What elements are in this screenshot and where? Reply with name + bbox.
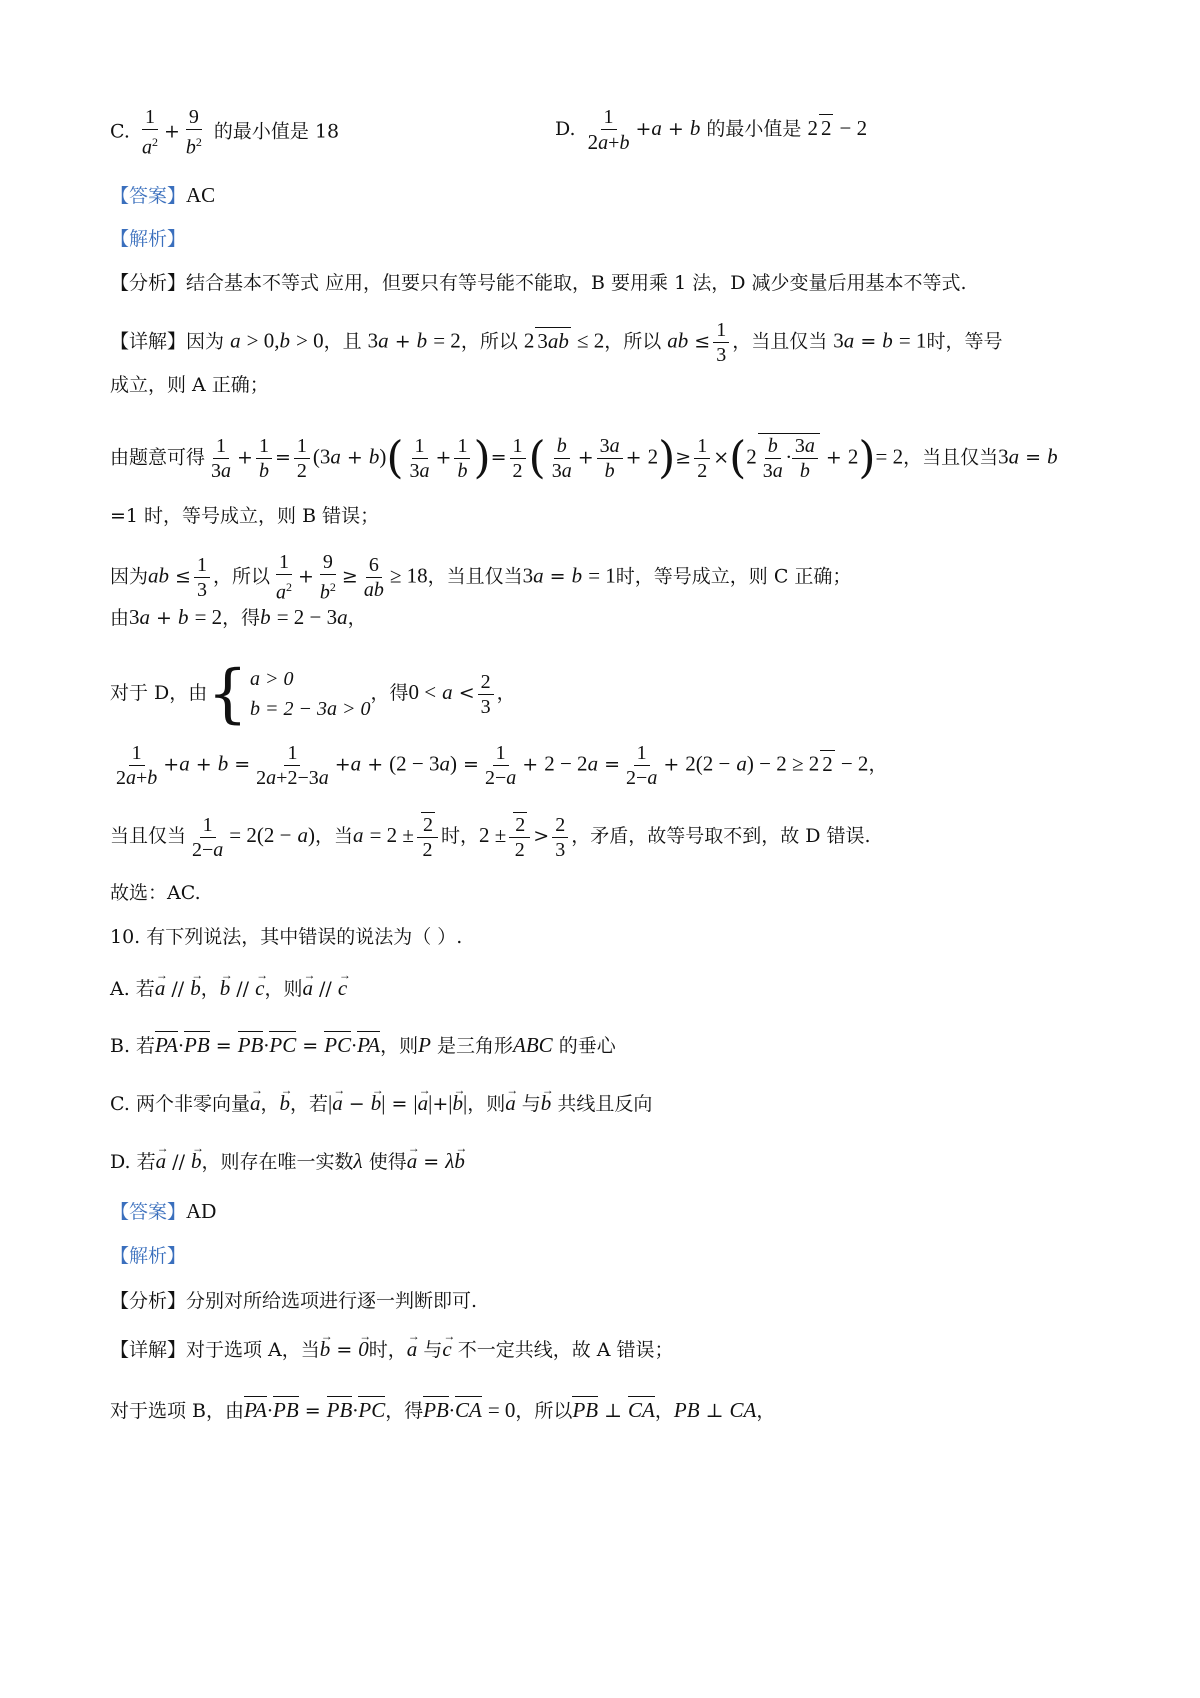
q9-line3: 由题意可得 $\frac{1}{3a}$ + $\frac{1}{b}$ = $\frac{1}{2}$ (3a + b)( $\frac{1}{3a}$ + $\frac{1}{b}$ )= $\frac{1}{2}$ ( $\frac{b}{3a}$ + $\frac{3a}{b}$ + 2)≥ $\frac{1}{2}$ ×(2 $\frac{b}{3a}$ · $\frac{3a}{b}$ + 2)= 2，当且仅当3a = b <box>110 432 1058 484</box>
q10-option-b: B. 若PA·PB = PB·PC = PC·PA，则P 是三角形ABC 的垂心 <box>110 1033 616 1057</box>
answer-tag: 【答案】 <box>110 185 187 207</box>
q10-stem: 10. 有下列说法，其中错误的说法为（ ）. <box>110 926 463 948</box>
q10-option-c: C. 两个非零向量→ a，→ b，若|→ a − → b| = |→ a|+|→ b|，则→ a 与→ b 共线且反向 <box>110 1090 1110 1117</box>
option-c-text: 的最小值是 18 <box>213 120 340 143</box>
q9-line8: $\frac{1}{2a+b}$ +a + b = $\frac{1}{2a+2-3a}$ +a + (2 − 3a) = $\frac{1}{2-a}$ + 2 − 2a = $\frac{1}{2-a}$ + 2(2 − a) − 2 ≥ 2 2 − 2， <box>116 742 888 789</box>
frac-1-a2: $\frac{1}{a^2}$ <box>141 106 158 159</box>
q10-last: 对于选项 B，由PA·PB = PB·PC，得PB·CA = 0，所以PB ⊥ CA，PB ⊥ CA， <box>110 1398 776 1422</box>
q9-fenxi: 【分析】结合基本不等式 应用，但要只有等号能不能取，B 要用乘 1 法，D 减少变量后用基本不等式. <box>110 272 967 294</box>
q9-line7: 对于 D，由 { a > 0 b = 2 − 3a > 0 ，得0 < a < $\frac{2}{3}$ ， <box>110 657 516 731</box>
q10-jiexi: 【解析】 <box>110 1245 187 1267</box>
q9-line6: 由3a + b = 2，得b = 2 − 3a， <box>110 605 367 629</box>
q9-options-cd: C. $\frac{1}{a^2}$ + $\frac{9}{b^2}$ 的最小值是 18 D. $\frac{1}{2a+b}$ +a + b 的最小值是 2 2 − 2 <box>110 106 868 159</box>
q10-option-a: A. 若→ a // → b，→ b // → c，则→ a // → c <box>110 975 1110 1002</box>
q10-fenxi: 【分析】分别对所给选项进行逐一判断即可. <box>110 1290 478 1312</box>
q10-xiangjie: 【详解】对于选项 A，当→ b = → 0时，→ a 与→ c 不一定共线，故 A 错误； <box>110 1336 1110 1363</box>
q10-option-d: D. 若→ a // → b，则存在唯一实数λ 使得→ a = λ→ b <box>110 1148 1110 1175</box>
option-d: D. $\frac{1}{2a+b}$ +a + b 的最小值是 2 2 − 2 <box>555 106 868 154</box>
q9-jiexi: 【解析】 <box>110 228 187 250</box>
q9-line9: 当且仅当 $\frac{1}{2-a}$ = 2(2 − a)，当a = 2 ± $\frac{2}{2}$ 时，2 ± $\frac{2}{2}$ > $\frac{2}{3}$ ，矛盾，故等号取不到，故 D 错误. <box>110 813 871 861</box>
q9-xiangjie: 【详解】因为 a > 0,b > 0，且 3a + b = 2，所以 2 3ab ≤ 2，所以 ab ≤ $\frac{1}{3}$ ，当且仅当 3a = b = 1时，等号 <box>110 319 1003 366</box>
q9-choose: 故选：AC. <box>110 882 201 904</box>
frac-9-b2: $\frac{9}{b^2}$ <box>185 106 202 159</box>
answer-value: AC <box>186 183 216 207</box>
q9-line4: =1 时，等号成立，则 B 错误； <box>110 505 380 527</box>
option-d-text: 的最小值是 <box>706 118 802 140</box>
q9-line2: 成立，则 A 正确； <box>110 374 269 396</box>
q9-line5: 因为ab ≤ $\frac{1}{3}$ ，所以 $\frac{1}{a^2}$ + $\frac{9}{b^2}$ ≥ $\frac{6}{ab}$ ≥ 18，当且仅当3a = b = 1时，等号成立，则 C 正确； <box>110 551 852 604</box>
option-c-label: C. <box>110 120 130 143</box>
q9-answer <box>110 182 1110 209</box>
q10-answer: 【答案】AD <box>110 1199 217 1223</box>
option-d-label: D. <box>555 118 576 140</box>
